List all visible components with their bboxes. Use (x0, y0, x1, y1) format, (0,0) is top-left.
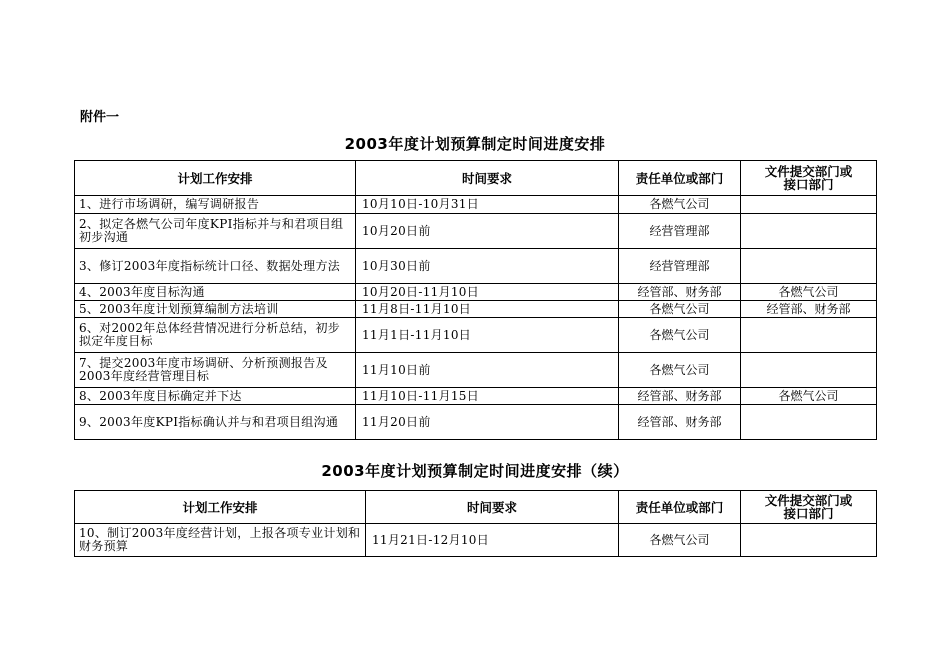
schedule-title: 2003年度计划预算制定时间进度安排 (344, 135, 606, 153)
table-row (75, 196, 877, 214)
unit-cell: 各燃气公司 (619, 196, 741, 214)
task-cell: 8、2003年度目标确定并下达 (75, 388, 356, 405)
header-dept-line1: 文件提交部门或 (764, 164, 853, 179)
header-dept-line1: 文件提交部门或 (764, 493, 853, 508)
header-time: 时间要求 (356, 161, 619, 196)
dept-cell (741, 214, 877, 249)
task-cell: 1、进行市场调研，编写调研报告 (75, 196, 356, 214)
dept-cell: 经管部、财务部 (741, 301, 877, 318)
unit-cell: 经营管理部 (619, 249, 741, 284)
dept-cell (741, 353, 877, 388)
dept-cell (741, 318, 877, 353)
time-cell: 10月20日-11月10日 (356, 284, 619, 301)
task-cell: 3、修订2003年度指标统计口径、数据处理方法 (75, 249, 356, 284)
time-cell: 11月10日-11月15日 (356, 388, 619, 405)
header-dept (741, 491, 877, 524)
time-cell: 11月10日前 (356, 353, 619, 388)
header-dept-line2: 接口部门 (783, 177, 834, 192)
header-unit: 责任单位或部门 (619, 491, 741, 524)
unit-cell: 经管部、财务部 (619, 284, 741, 301)
task-cell: 6、对2002年总体经营情况进行分析总结，初步拟定年度目标 (75, 318, 356, 353)
schedule-table-continued (74, 490, 877, 557)
header-time: 时间要求 (366, 491, 619, 524)
table-row (75, 388, 877, 405)
time-cell: 10月30日前 (356, 249, 619, 284)
table-row (75, 284, 877, 301)
header-dept (741, 161, 877, 196)
task-cell: 5、2003年度计划预算编制方法培训 (75, 301, 356, 318)
unit-cell: 各燃气公司 (619, 318, 741, 353)
table-row (75, 353, 877, 388)
header-task: 计划工作安排 (75, 491, 366, 524)
schedule-table (74, 160, 877, 440)
unit-cell: 各燃气公司 (619, 524, 741, 557)
header-unit: 责任单位或部门 (619, 161, 741, 196)
table-row (75, 214, 877, 249)
table-row (75, 524, 877, 557)
unit-cell: 经管部、财务部 (619, 405, 741, 440)
dept-cell: 各燃气公司 (741, 388, 877, 405)
table-row (75, 249, 877, 284)
dept-cell (741, 196, 877, 214)
dept-cell: 各燃气公司 (741, 284, 877, 301)
table-header-row (75, 161, 877, 196)
header-dept-line2: 接口部门 (783, 506, 834, 521)
dept-cell (741, 524, 877, 557)
unit-cell: 各燃气公司 (619, 353, 741, 388)
task-cell: 2、拟定各燃气公司年度KPI指标并与和君项目组初步沟通 (75, 214, 356, 249)
unit-cell: 经营管理部 (619, 214, 741, 249)
time-cell: 11月21日-12月10日 (366, 524, 619, 557)
table-row (75, 301, 877, 318)
time-cell: 11月20日前 (356, 405, 619, 440)
time-cell: 10月20日前 (356, 214, 619, 249)
header-task: 计划工作安排 (75, 161, 356, 196)
attachment-label: 附件一 (80, 110, 120, 125)
schedule-title-continued: 2003年度计划预算制定时间进度安排（续） (321, 462, 629, 480)
task-cell: 4、2003年度目标沟通 (75, 284, 356, 301)
time-cell: 11月8日-11月10日 (356, 301, 619, 318)
task-cell: 7、提交2003年度市场调研、分析预测报告及2003年度经营管理目标 (75, 353, 356, 388)
table-row (75, 405, 877, 440)
unit-cell: 经管部、财务部 (619, 388, 741, 405)
task-cell: 9、2003年度KPI指标确认并与和君项目组沟通 (75, 405, 356, 440)
unit-cell: 各燃气公司 (619, 301, 741, 318)
table-header-row (75, 491, 877, 524)
time-cell: 11月1日-11月10日 (356, 318, 619, 353)
task-cell: 10、制订2003年度经营计划，上报各项专业计划和财务预算 (75, 524, 366, 557)
dept-cell (741, 249, 877, 284)
dept-cell (741, 405, 877, 440)
table-row (75, 318, 877, 353)
time-cell: 10月10日-10月31日 (356, 196, 619, 214)
